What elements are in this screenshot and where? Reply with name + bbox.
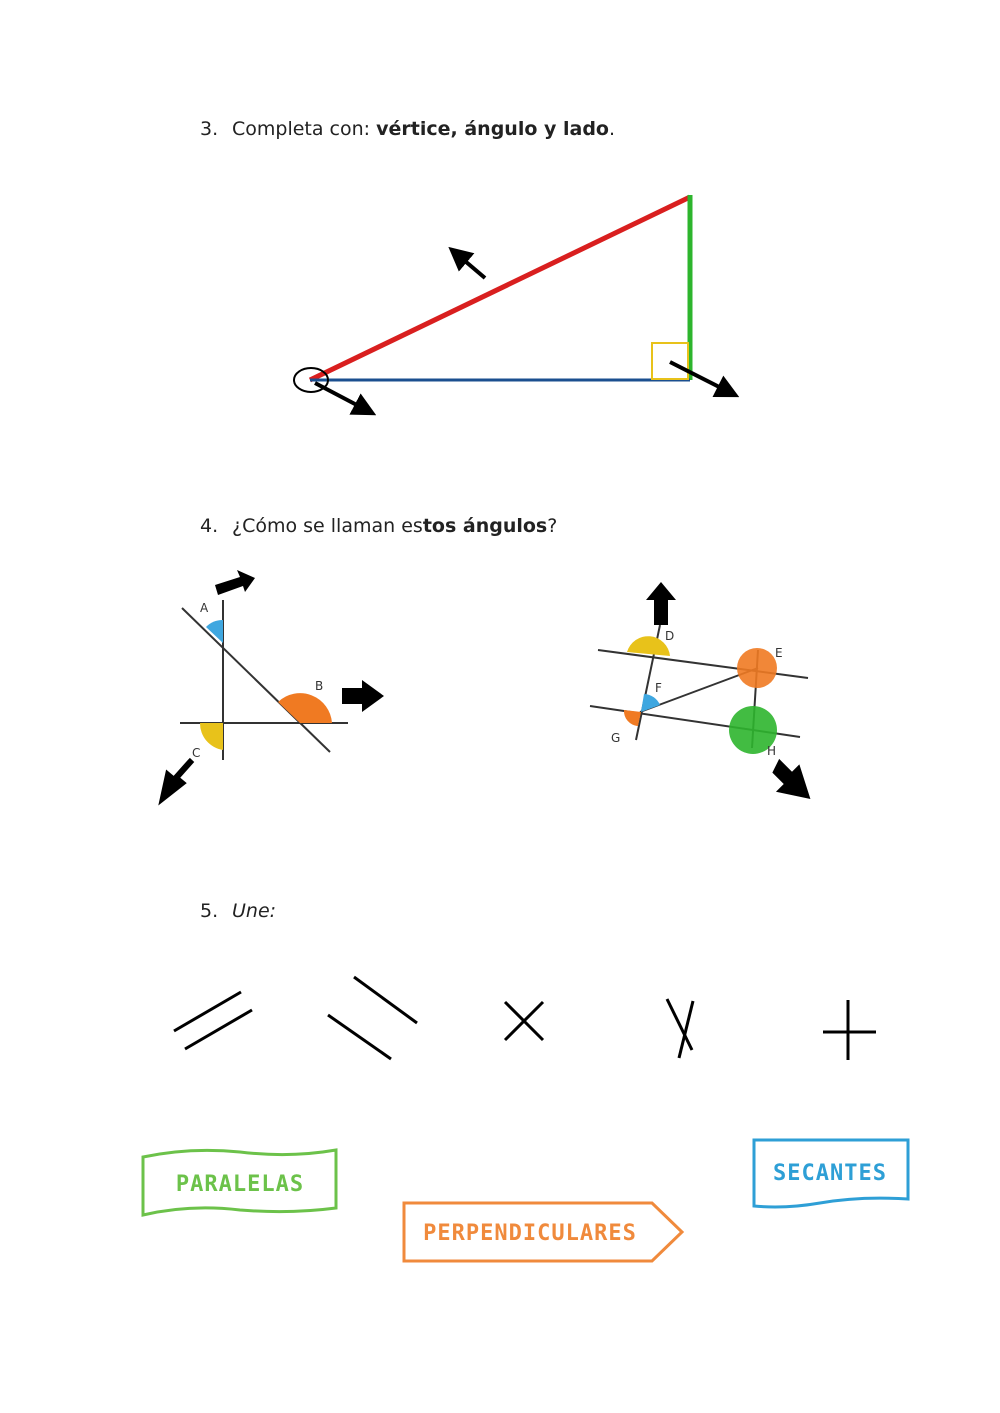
label-secantes-text: SECANTES: [773, 1161, 887, 1186]
prompt-text-a: ¿Cómo se llaman es: [232, 515, 423, 537]
angle-d-label: D: [665, 629, 675, 643]
terms-text: vértice, ángulo y lado: [376, 118, 609, 140]
angle-b-sector: [278, 693, 332, 723]
label-paralelas-text: PARALELAS: [175, 1172, 305, 1197]
prompt-text: Une:: [232, 900, 277, 922]
exercise-number: 4.: [200, 515, 219, 537]
angle-d-sector: [627, 636, 670, 656]
line-pairs-row: [174, 977, 876, 1060]
angle-c-sector: [200, 723, 223, 750]
angle-c-label: C: [192, 746, 201, 760]
prompt-end: .: [609, 118, 616, 140]
arrow-up-right-icon: [215, 570, 255, 595]
label-perpendiculares-text: PERPENDICULARES: [423, 1221, 637, 1246]
arrow-down-right-icon: [776, 764, 806, 795]
perpendicular-lines-plus: [823, 1000, 876, 1060]
angles-figure-left: [163, 570, 384, 798]
arrow-to-vertex: [315, 383, 372, 413]
label-paralelas[interactable]: [143, 1150, 336, 1215]
exercise-number: 5.: [200, 900, 219, 922]
arrow-right-icon: [342, 680, 384, 712]
right-angle-mark: [652, 343, 688, 379]
secant-lines-narrow: [667, 999, 693, 1058]
label-secantes[interactable]: [754, 1140, 908, 1207]
arrow-up-icon: [646, 582, 676, 625]
prompt-text: Completa con:: [232, 118, 377, 140]
angle-e-label: E: [775, 646, 783, 660]
angle-a-label: A: [200, 601, 209, 615]
parallel-lines-2: [328, 977, 417, 1059]
angle-g-label: G: [611, 731, 621, 745]
angle-g-sector: [624, 710, 641, 726]
angle-e-sector: [737, 648, 777, 688]
angle-b-label: B: [315, 679, 324, 693]
prompt-end: ?: [547, 515, 558, 537]
angle-f-label: F: [655, 681, 662, 695]
arrow-to-side: [452, 250, 485, 278]
right-triangle-diagram: [294, 195, 735, 413]
hypotenuse-side: [310, 197, 690, 380]
secant-lines-x: [505, 1002, 543, 1040]
arrow-down-left-icon: [163, 760, 192, 798]
angle-f-sector: [641, 694, 660, 712]
parallel-lines-1: [174, 992, 252, 1049]
angles-figure-right: [590, 582, 808, 795]
exercise-number: 3.: [200, 118, 219, 140]
label-perpendiculares[interactable]: [404, 1203, 682, 1261]
prompt-text-b: tos ángulos: [422, 515, 548, 537]
angle-h-label: H: [767, 744, 777, 758]
